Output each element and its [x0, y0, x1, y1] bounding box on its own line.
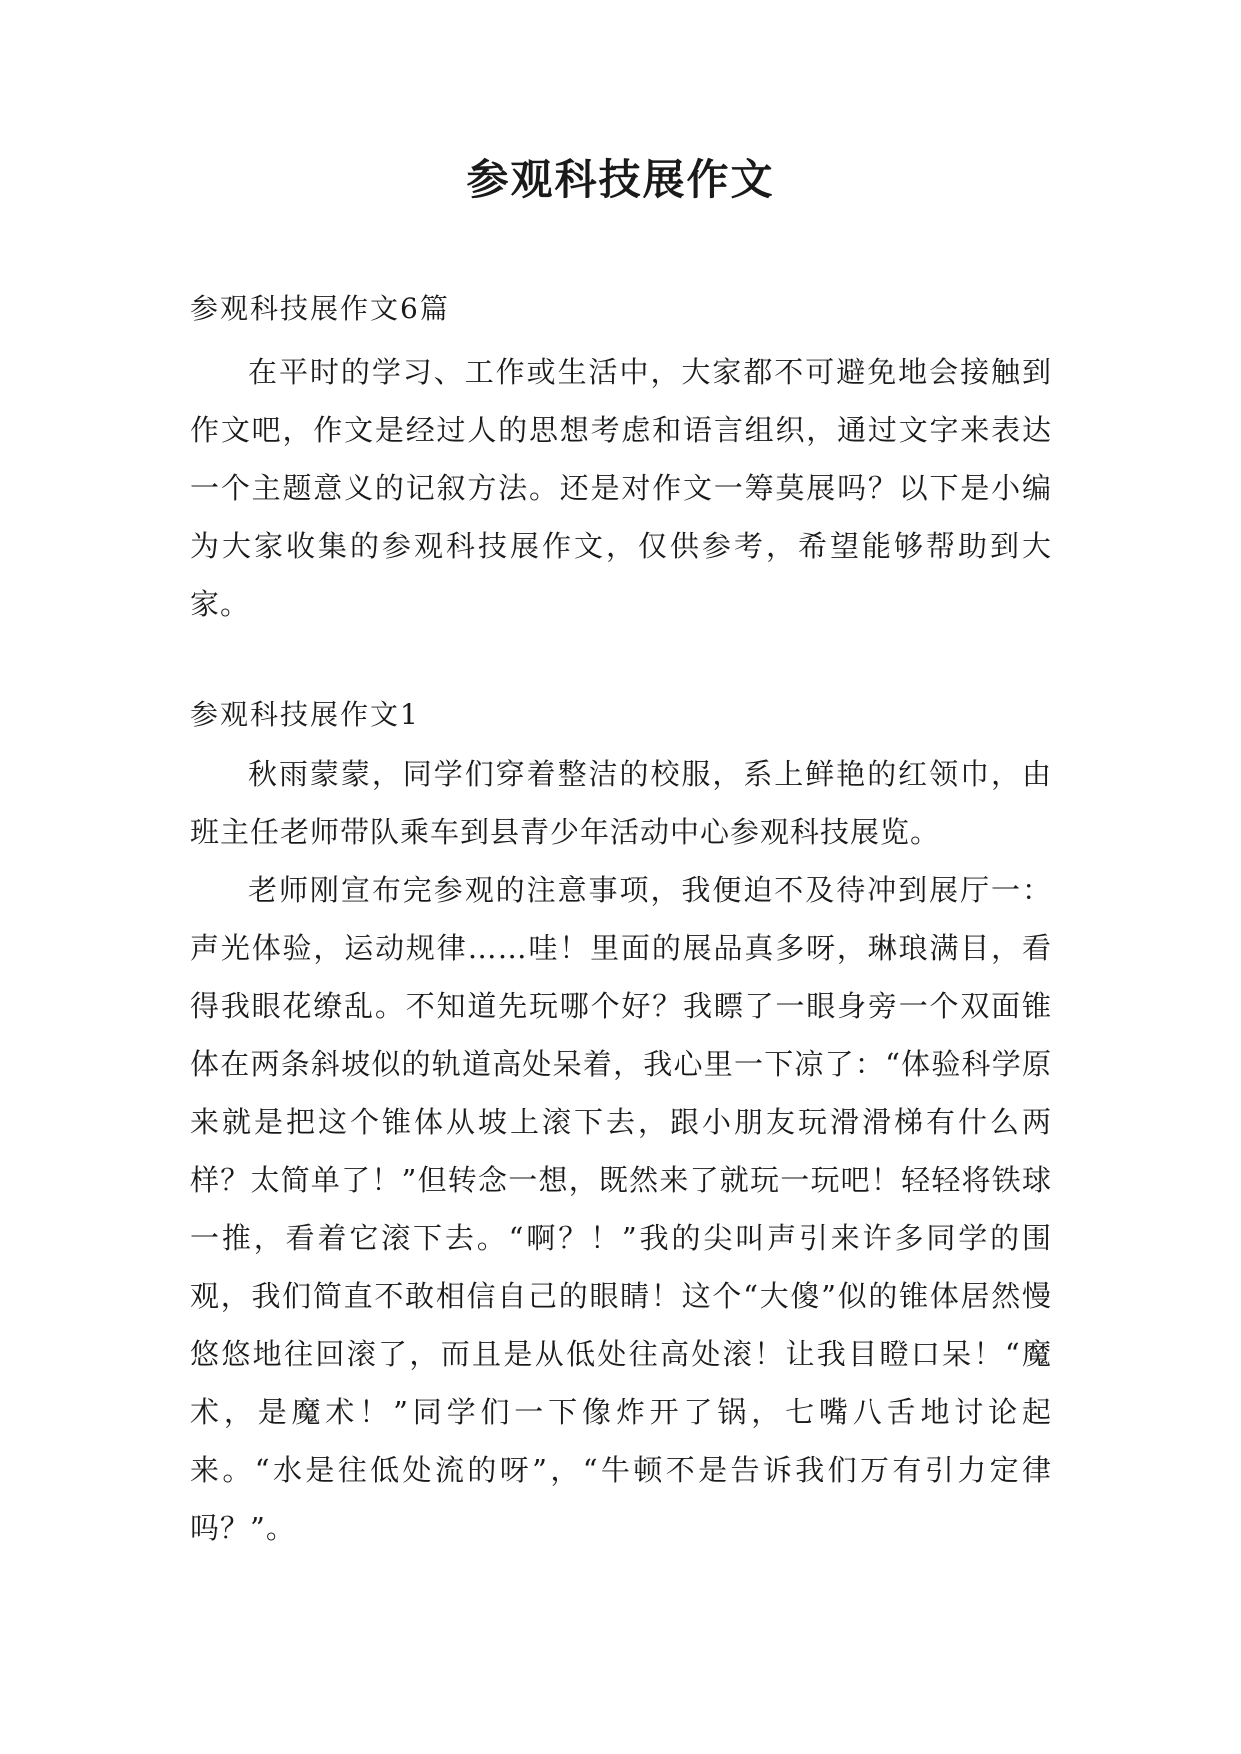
essay-paragraph: 老师刚宣布完参观的注意事项，我便迫不及待冲到展厅一：声光体验，运动规律……哇！里面的展品真多呀，琳琅满目，看得我眼花缭乱。不知道先玩哪个好？我瞟了一眼身旁一个双面锥体在两条斜坡似的轨道高处呆着，我心里一下凉了：“体验科学原来就是把这个锥体从坡上滚下去，跟小朋友玩滑滑梯有什么两样？太简单了！”但转念一想，既然来了就玩一玩吧！轻轻将铁球一推，看着它滚下去。“啊？！”我的尖叫声引来许多同学的围观，我们简直不敢相信自己的眼睛！这个“大傻”似的锥体居然慢悠悠地往回滚了，而且是从低处往高处滚！让我目瞪口呆！“魔术，是魔术！”同学们一下像炸开了锅，七嘴八舌地讨论起来。“水是往低处流的呀”，“牛顿不是告诉我们万有引力定律吗？”。: [190, 873, 1052, 1545]
collection-heading: 参观科技展作文6篇: [190, 292, 450, 325]
essay-heading: 参观科技展作文1: [190, 698, 420, 731]
intro-paragraph: 在平时的学习、工作或生活中，大家都不可避免地会接触到作文吧，作文是经过人的思想考虑和语言组织，通过文字来表达一个主题意义的记叙方法。还是对作文一筹莫展吗？以下是小编为大家收集的参观科技展作文，仅供参考，希望能够帮助到大家。: [190, 355, 1052, 621]
essay-paragraph: 秋雨蒙蒙，同学们穿着整洁的校服，系上鲜艳的红领巾，由班主任老师带队乘车到县青少年活动中心参观科技展览。: [190, 757, 1052, 849]
document-body: [190, 287, 1052, 1557]
document-title: 参观科技展作文: [466, 155, 775, 204]
